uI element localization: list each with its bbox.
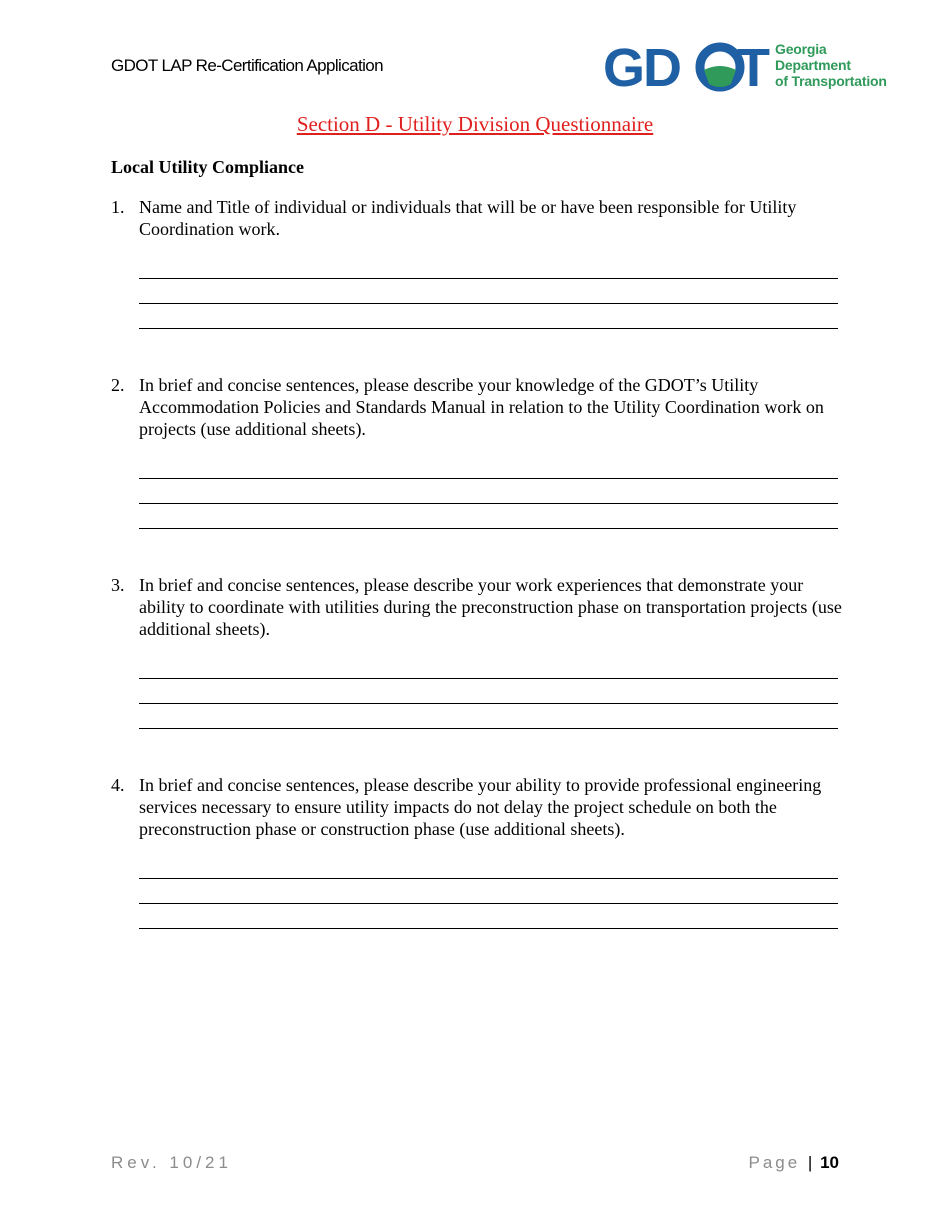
svg-text:T: T [737, 40, 770, 94]
revision-label: Rev. 10/21 [111, 1153, 232, 1172]
question-number: 2. [111, 375, 125, 395]
svg-text:GD: GD [603, 40, 680, 94]
question-number: 1. [111, 197, 125, 217]
gdot-logo-mark-icon [603, 40, 773, 94]
logo-line-georgia: Georgia [775, 41, 827, 57]
answer-line[interactable] [139, 878, 838, 879]
question-number: 4. [111, 775, 125, 795]
question-text: In brief and concise sentences, please describe your ability to provide professional engineering services necessary to ensure utility impacts do not delay the project schedule on both the preconstruction phase or construction phase (use additional sheets). [139, 775, 822, 839]
subheading: Local Utility Compliance [111, 157, 304, 177]
question-number: 3. [111, 575, 125, 595]
answer-line[interactable] [139, 678, 838, 679]
question-text: In brief and concise sentences, please describe your knowledge of the GDOT’s Utility Accommodation Policies and Standards Manual in relation to the Utility Coordination work on projects (use additional sheets). [139, 375, 824, 439]
page-label: Page [748, 1153, 801, 1172]
document-header-title: GDOT LAP Re-Certification Application [111, 56, 383, 75]
section-title: Section D - Utility Division Questionnaire [296, 112, 654, 136]
logo-line-department: Department [775, 57, 851, 73]
answer-line[interactable] [139, 903, 838, 904]
page-number: 10 [820, 1153, 839, 1172]
question-4 [111, 774, 851, 840]
page-separator: | [807, 1153, 813, 1172]
logo-agency-name [775, 41, 887, 89]
question-text: Name and Title of individual or individuals that will be or have been responsible for Utility Coordination work. [139, 197, 797, 239]
answer-line[interactable] [139, 478, 838, 479]
question-3 [111, 574, 851, 640]
gdot-logo [603, 40, 893, 94]
answer-line[interactable] [139, 503, 838, 504]
answer-line[interactable] [139, 278, 838, 279]
page-indicator [748, 1153, 839, 1173]
answer-line[interactable] [139, 703, 838, 704]
answer-line[interactable] [139, 303, 838, 304]
answer-line[interactable] [139, 528, 838, 529]
question-text: In brief and concise sentences, please describe your work experiences that demonstrate your ability to coordinate with utilities during the preconstruction phase on transportation projects (use additional sheets). [139, 575, 842, 639]
answer-line[interactable] [139, 328, 838, 329]
answer-line[interactable] [139, 728, 838, 729]
question-2 [111, 374, 851, 440]
logo-line-transportation: of Transportation [775, 73, 887, 89]
question-1 [111, 196, 851, 240]
answer-line[interactable] [139, 928, 838, 929]
